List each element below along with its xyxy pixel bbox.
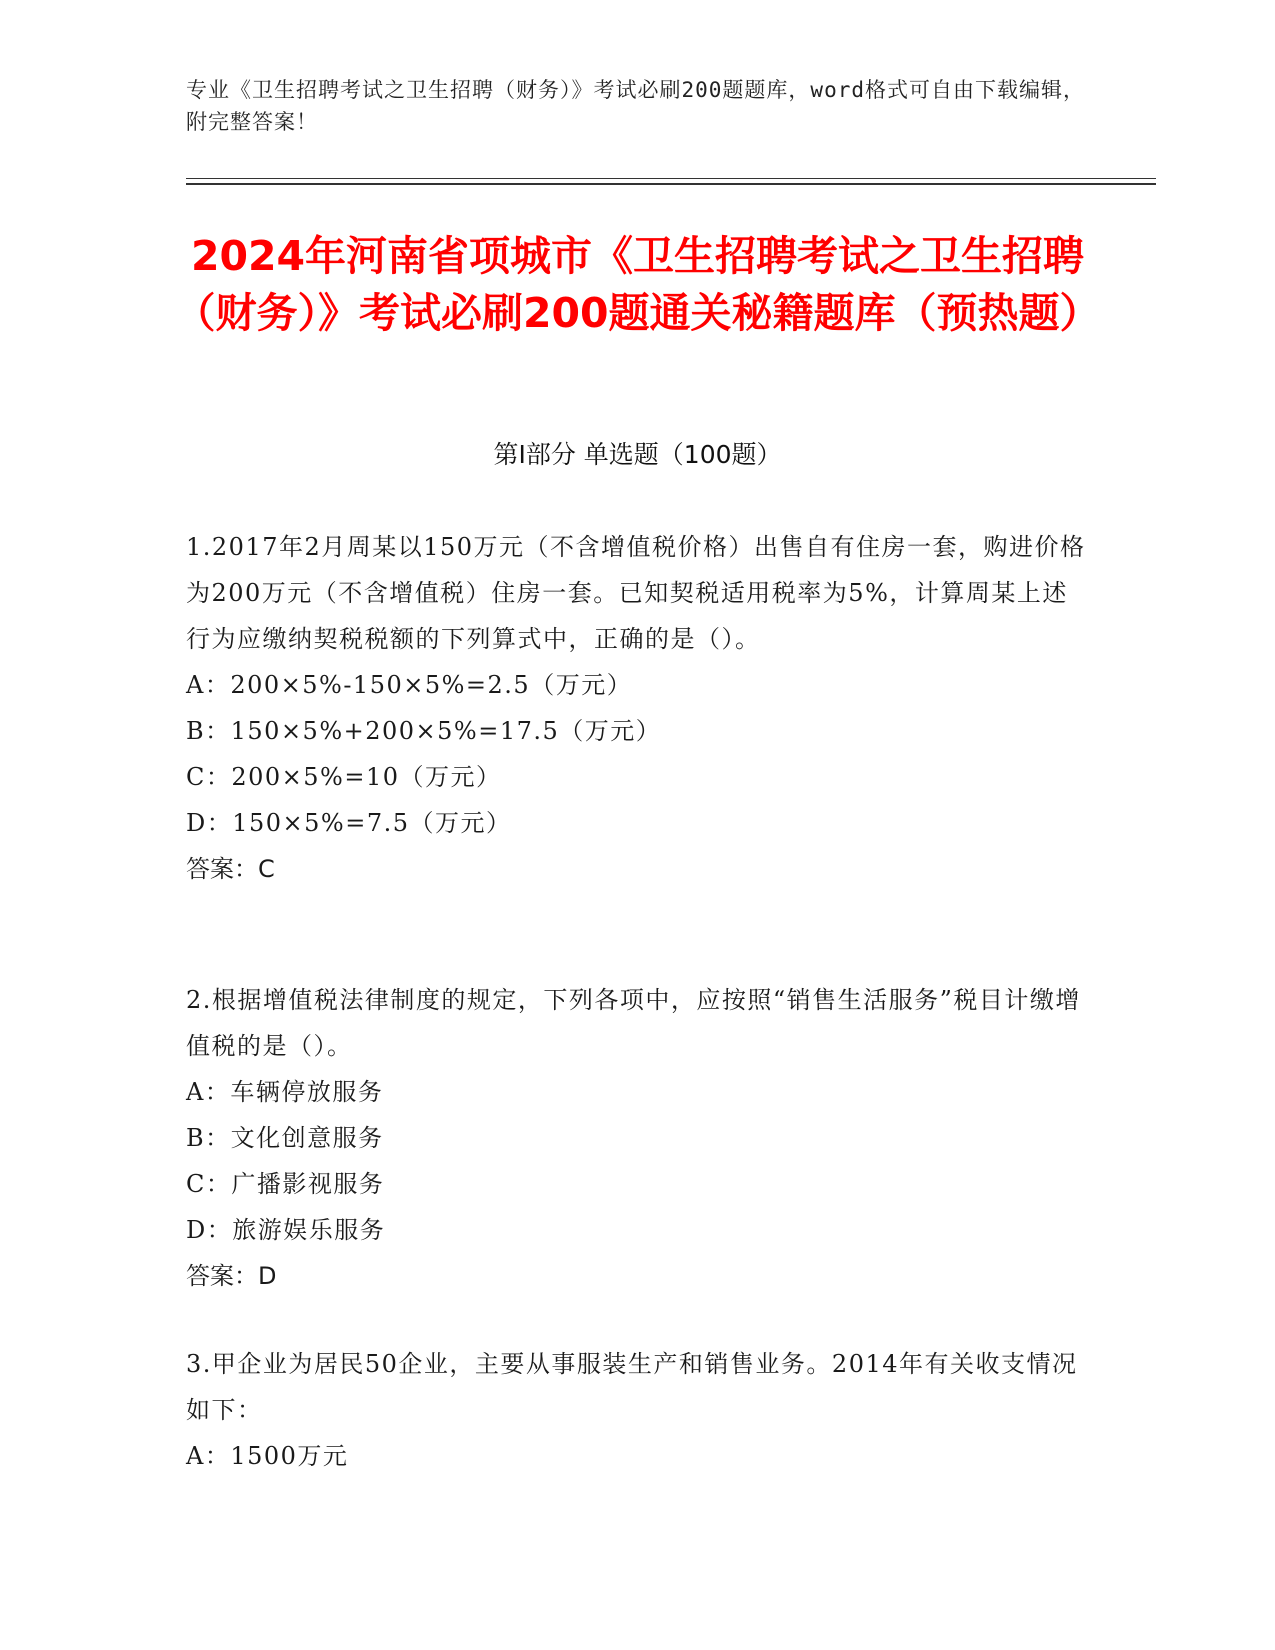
answer-line: 答案：C	[186, 855, 275, 883]
question-stem: 1.2017年2月周某以150万元（不含增值税价格）出售自有住房一套，购进价格为200万元（不含增值税）住房一套。已知契税适用税率为5%，计算周某上述行为应缴纳契税税额的下列算式中，正确的是（）。	[186, 533, 1086, 653]
option-d: D：150×5%=7.5（万元）	[186, 809, 512, 837]
section-heading: 第Ⅰ部分 单选题（100题）	[493, 440, 782, 469]
option-a: A：200×5%-150×5%=2.5（万元）	[186, 671, 633, 699]
header-divider-thin	[186, 178, 1156, 179]
option-a: A：1500万元	[186, 1442, 349, 1470]
document-title: 2024年河南省项城市《卫生招聘考试之卫生招聘（财务）》考试必刷200题通关秘籍题库（预热题）	[174, 232, 1101, 337]
question-3	[186, 1341, 1091, 1479]
question-1	[186, 524, 1091, 892]
option-c: C：广播影视服务	[186, 1170, 385, 1198]
question-2	[186, 977, 1091, 1299]
option-b: B：150×5%+200×5%=17.5（万元）	[186, 717, 662, 745]
question-stem: 3.甲企业为居民50企业，主要从事服装生产和销售业务。2014年有关收支情况如下：	[186, 1350, 1078, 1424]
option-d: D：旅游娱乐服务	[186, 1216, 386, 1244]
option-c: C：200×5%=10（万元）	[186, 763, 502, 791]
header-divider-thick	[186, 183, 1156, 185]
document-header-note: 专业《卫生招聘考试之卫生招聘（财务）》考试必刷200题题库，word格式可自由下载编辑，附完整答案！	[186, 78, 1085, 134]
option-a: A：车辆停放服务	[186, 1078, 384, 1106]
question-stem: 2.根据增值税法律制度的规定，下列各项中，应按照“销售生活服务”税目计缴增值税的是（）。	[186, 986, 1081, 1060]
option-b: B：文化创意服务	[186, 1124, 384, 1152]
answer-line: 答案：D	[186, 1262, 277, 1290]
